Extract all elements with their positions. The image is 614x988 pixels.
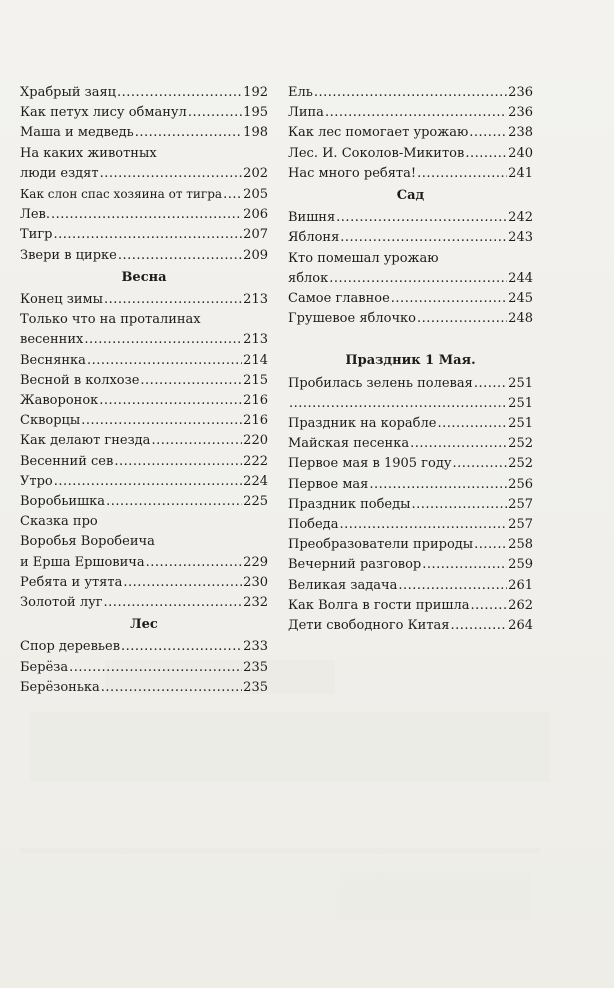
entry-page-number: 262	[508, 597, 533, 613]
entry-page-number: 256	[508, 476, 533, 492]
entry-page-number: 225	[243, 494, 268, 510]
toc-entry	[20, 123, 268, 143]
entry-title: Майская песенка	[288, 436, 410, 452]
toc-entry	[288, 616, 533, 636]
entry-page-number: 236	[508, 85, 533, 100]
entry-page-number: 224	[243, 473, 268, 489]
toc-entry	[20, 391, 268, 411]
toc-entry	[20, 573, 268, 593]
toc-entry	[20, 184, 268, 205]
entry-title: Тигр	[20, 227, 53, 243]
dot-leader	[398, 576, 507, 596]
entry-page-number: 198	[243, 125, 268, 141]
entry-page-number: 264	[508, 618, 533, 634]
entry-page-number: 229	[243, 554, 268, 570]
entry-page-number: 230	[243, 574, 268, 590]
entry-title: люди ездят	[20, 165, 99, 181]
entry-title: Золотой луг	[20, 595, 103, 611]
section-heading: Весна	[121, 269, 167, 285]
entry-title: Липа	[288, 105, 324, 121]
toc-entry	[288, 374, 533, 394]
entry-page-number: 257	[508, 517, 533, 533]
entry-page-number: 216	[243, 413, 268, 429]
dot-leader	[422, 555, 507, 575]
toc-entry	[288, 309, 533, 329]
entry-title: Ребята и утята	[20, 574, 123, 590]
entry-title: Ель	[288, 85, 313, 100]
dot-leader	[118, 246, 242, 266]
dot-leader	[99, 391, 242, 411]
dot-leader	[188, 103, 242, 123]
toc-entry	[288, 228, 533, 248]
toc-entry-title-line: Сказка про	[20, 514, 98, 530]
entry-title: Вишня	[288, 210, 336, 226]
entry-page-number: 209	[243, 247, 268, 263]
dot-leader	[223, 185, 242, 205]
toc-entry	[288, 394, 533, 414]
dot-leader	[474, 535, 507, 555]
entry-title: Великая задача	[288, 577, 398, 593]
entry-page-number: 251	[508, 395, 533, 411]
entry-page-number: 244	[508, 270, 533, 286]
dot-leader	[340, 228, 507, 248]
toc-entry	[288, 83, 533, 103]
dot-leader	[101, 678, 242, 698]
toc-entry-title-line: Воробья Воробеича	[20, 534, 155, 550]
toc-entry	[20, 83, 268, 103]
entry-page-number: 259	[508, 557, 533, 573]
toc-entry	[288, 576, 533, 596]
entry-page-number: 233	[243, 639, 268, 655]
entry-title: Как петух лису обманул	[20, 105, 187, 121]
dot-leader	[417, 164, 507, 184]
toc-entry-title-line: Кто помешал урожаю	[288, 250, 439, 266]
toc-entry	[288, 454, 533, 474]
toc-entry	[20, 330, 268, 350]
entry-title: Нас много ребята!	[288, 165, 417, 181]
toc-entry	[20, 371, 268, 391]
entry-page-number: 220	[243, 433, 268, 449]
toc-entry	[20, 205, 268, 225]
toc-entry	[288, 596, 533, 616]
dot-leader	[81, 411, 242, 431]
toc-entry	[20, 452, 268, 472]
entry-title: Яблоня	[288, 230, 340, 246]
entry-page-number: 206	[243, 207, 268, 223]
toc-entry	[288, 555, 533, 575]
entry-title: Весной в колхозе	[20, 372, 140, 388]
entry-title: Берёзонька	[20, 679, 100, 695]
entry-title: Конец зимы	[20, 292, 103, 308]
entry-page-number: 243	[508, 230, 533, 246]
entry-title: Как слон спас хозяина от тигра	[20, 187, 223, 202]
entry-page-number: 202	[243, 165, 268, 181]
entry-page-number: 222	[243, 453, 268, 469]
dot-leader	[140, 371, 242, 391]
entry-title: Как лес помогает урожаю	[288, 125, 469, 141]
entry-page-number: 252	[508, 436, 533, 452]
toc-entry	[20, 492, 268, 512]
dot-leader	[411, 495, 507, 515]
dot-leader	[417, 309, 507, 329]
toc-entry	[288, 475, 533, 495]
toc-entry	[20, 637, 268, 657]
entry-title: и Ерша Ершовича	[20, 554, 145, 570]
section-heading: Лес	[130, 617, 158, 633]
toc-entry	[20, 431, 268, 451]
entry-page-number: 241	[508, 165, 533, 181]
dot-leader	[329, 269, 507, 289]
entry-page-number: 261	[508, 577, 533, 593]
toc-entry	[20, 593, 268, 613]
toc-entry-title-line: На каких животных	[20, 145, 157, 161]
toc-entry	[288, 144, 533, 164]
toc-entry-title-line: Только что на проталинах	[20, 312, 201, 328]
entry-page-number: 232	[243, 595, 268, 611]
dot-leader	[151, 431, 242, 451]
toc-entry	[288, 269, 533, 289]
entry-title: Берёза	[20, 659, 69, 675]
toc-entry	[288, 434, 533, 454]
entry-title: Преобразователи природы	[288, 537, 474, 553]
entry-page-number: 213	[243, 292, 268, 308]
entry-page-number: 245	[508, 291, 533, 307]
toc-entry	[20, 411, 268, 431]
entry-page-number: 195	[243, 105, 268, 121]
entry-title: Лес. И. Соколов-Микитов	[288, 145, 465, 161]
dot-leader	[336, 208, 507, 228]
entry-title: Звери в цирке	[20, 247, 117, 263]
toc-entry	[20, 351, 268, 371]
dot-leader	[69, 658, 242, 678]
dot-leader	[369, 475, 507, 495]
dot-leader	[106, 492, 242, 512]
entry-page-number: 207	[243, 227, 268, 243]
entry-title: Победа	[288, 517, 339, 533]
entry-page-number: 236	[508, 105, 533, 121]
dot-leader	[146, 553, 243, 573]
dot-leader	[289, 394, 507, 414]
dot-leader	[87, 351, 242, 371]
entry-title: Пробилась зелень полевая	[288, 375, 473, 391]
entry-page-number: 235	[243, 659, 268, 675]
entry-page-number: 238	[508, 125, 533, 141]
entry-title: Спор деревьев	[20, 639, 121, 655]
entry-title: Воробьишка	[20, 494, 106, 510]
toc-entry	[288, 535, 533, 555]
toc-entry	[20, 472, 268, 492]
entry-page-number: 205	[243, 187, 268, 203]
entry-title: Маша и медведь	[20, 125, 134, 141]
toc-entry	[20, 103, 268, 123]
bleed-through-band	[30, 712, 550, 782]
toc-entry	[288, 495, 533, 515]
entry-title: Как Волга в гости пришла	[288, 597, 470, 613]
dot-leader	[84, 330, 242, 350]
toc-entry	[288, 515, 533, 535]
entry-title: Самое главное	[288, 291, 390, 307]
dot-leader	[114, 452, 242, 472]
entry-page-number: 192	[243, 85, 268, 100]
toc-entry	[20, 678, 268, 698]
entry-page-number: 213	[243, 332, 268, 348]
entry-page-number: 252	[508, 456, 533, 472]
dot-leader	[314, 83, 507, 103]
entry-page-number: 251	[508, 416, 533, 432]
entry-page-number: 214	[243, 352, 268, 368]
bleed-through-logo	[340, 872, 530, 920]
toc-entry	[288, 103, 533, 123]
toc-entry	[288, 164, 533, 184]
dot-leader	[100, 164, 243, 184]
entry-title: Дети свободного Китая	[288, 618, 450, 634]
dot-leader	[410, 434, 507, 454]
entry-title: Жаворонок	[20, 393, 99, 409]
entry-title: Утро	[20, 473, 53, 489]
entry-title: Как делают гнезда	[20, 433, 151, 449]
entry-title: Весенний сев	[20, 453, 114, 469]
toc-entry	[288, 123, 533, 143]
entry-title: Вечерний разговор	[288, 557, 422, 573]
dot-leader	[391, 289, 507, 309]
toc-entry	[20, 553, 268, 573]
dot-leader	[471, 596, 508, 616]
toc-entry	[20, 225, 268, 245]
dot-leader	[325, 103, 507, 123]
entry-title: Скворцы	[20, 413, 81, 429]
dot-leader	[135, 123, 242, 143]
entry-page-number: 258	[508, 537, 533, 553]
toc-entry	[20, 290, 268, 310]
toc-right-column	[288, 83, 533, 636]
toc-entry	[20, 164, 268, 184]
dot-leader	[339, 515, 507, 535]
section-heading: Праздник 1 Мая.	[345, 353, 476, 369]
entry-title: Веснянка	[20, 352, 86, 368]
toc-entry	[288, 289, 533, 309]
entry-page-number: 242	[508, 210, 533, 226]
section-spacer	[288, 329, 533, 349]
entry-title: Грушевое яблочко	[288, 311, 416, 327]
dot-leader	[117, 83, 242, 103]
entry-title: Лев.	[20, 207, 50, 223]
dot-leader	[121, 637, 242, 657]
toc-left-column	[20, 83, 268, 698]
dot-leader	[104, 290, 242, 310]
entry-title: Праздник победы	[288, 496, 411, 512]
dot-leader	[104, 593, 243, 613]
bleed-through-line	[20, 848, 540, 854]
toc-entry	[288, 208, 533, 228]
section-heading: Сад	[396, 188, 425, 204]
entry-page-number: 215	[243, 372, 268, 388]
entry-title: Первое мая	[288, 476, 369, 492]
entry-title: весенних	[20, 332, 84, 348]
entry-title: Первое мая в 1905 году	[288, 456, 452, 472]
dot-leader	[54, 472, 242, 492]
toc-entry	[20, 246, 268, 266]
dot-leader	[53, 225, 242, 245]
toc-entry	[20, 658, 268, 678]
entry-title: яблок	[288, 270, 329, 286]
entry-page-number: 216	[243, 393, 268, 409]
entry-page-number: 248	[508, 311, 533, 327]
dot-leader	[452, 454, 507, 474]
entry-page-number: 235	[243, 679, 268, 695]
entry-title: Храбрый заяц	[20, 85, 117, 100]
toc-entry	[288, 414, 533, 434]
dot-leader	[465, 144, 507, 164]
entry-page-number: 257	[508, 496, 533, 512]
dot-leader	[437, 414, 507, 434]
entry-page-number: 251	[508, 375, 533, 391]
entry-title: Праздник на корабле	[288, 416, 437, 432]
dot-leader	[123, 573, 242, 593]
dot-leader	[474, 374, 507, 394]
entry-page-number: 240	[508, 145, 533, 161]
dot-leader	[450, 616, 507, 636]
dot-leader	[469, 123, 507, 143]
dot-leader	[51, 205, 242, 225]
